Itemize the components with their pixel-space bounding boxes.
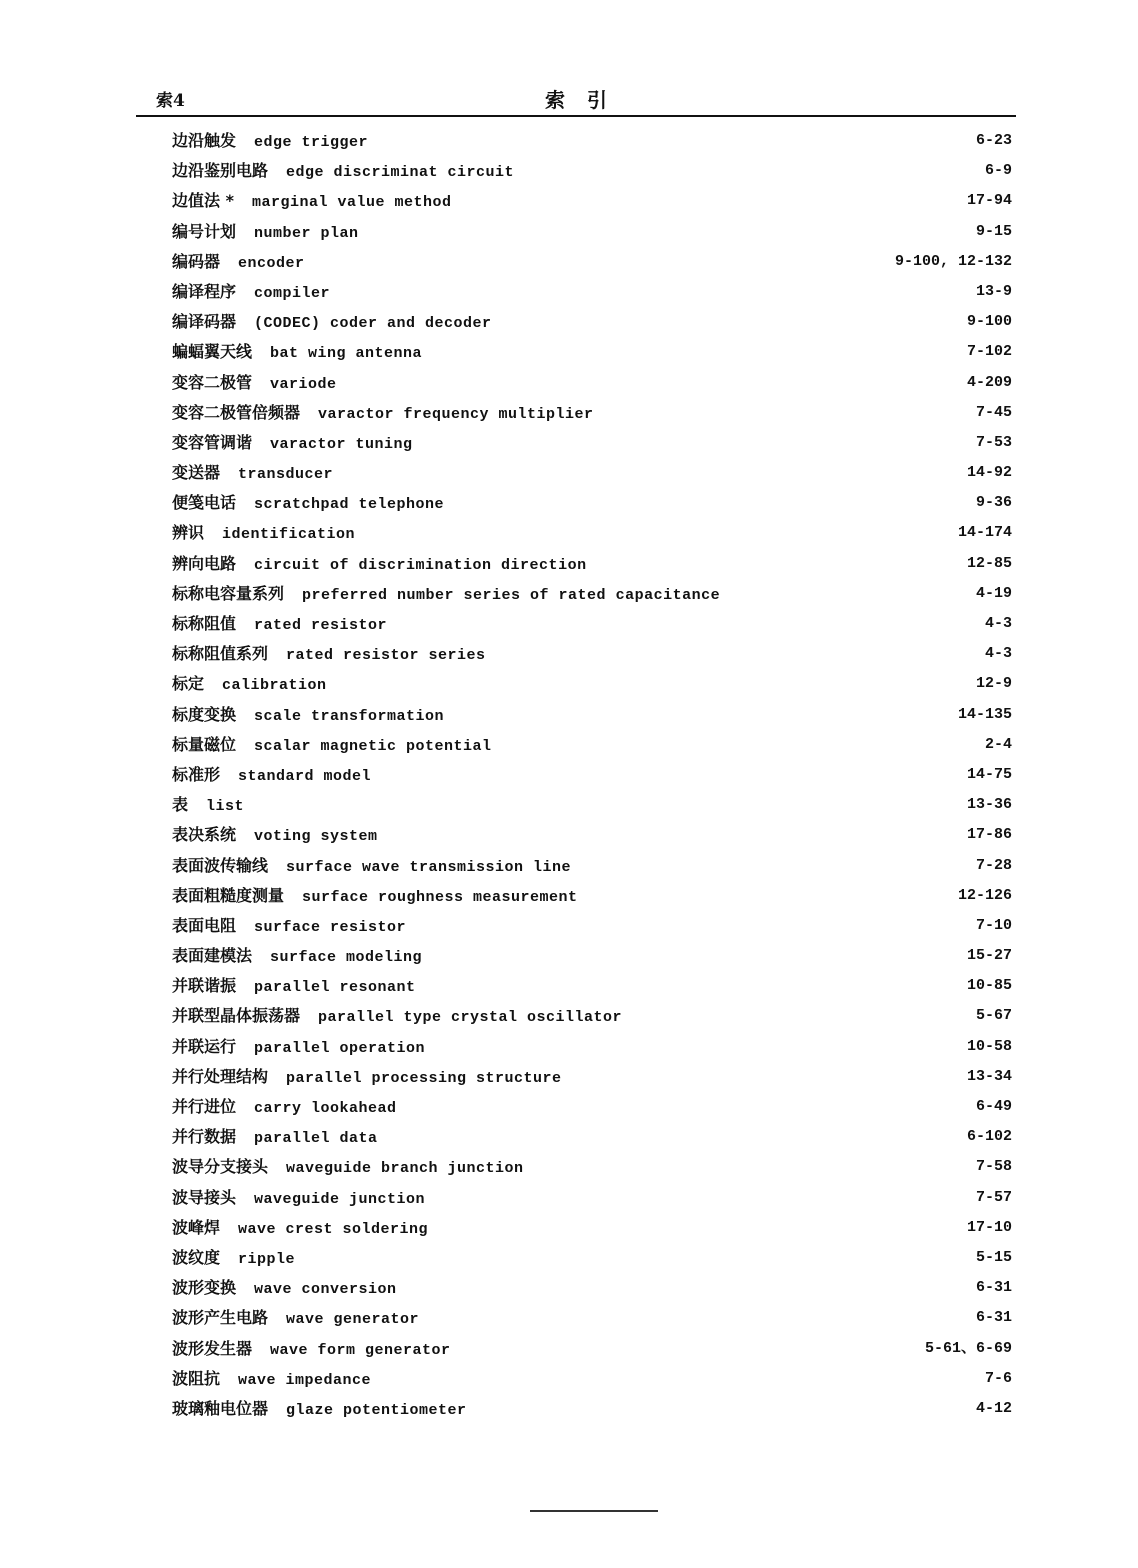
entry-page-reference: 14-174: [957, 524, 1012, 542]
entry-term-chinese: 表: [172, 795, 189, 815]
index-entry: [172, 851, 1012, 881]
entry-page-reference: 6-31: [975, 1279, 1012, 1297]
index-entry: [172, 1334, 1012, 1364]
index-entry: [172, 549, 1012, 579]
entry-term-chinese: 变容管调谐: [172, 432, 253, 452]
entry-term-english: list: [206, 798, 245, 816]
entry-term-english: parallel resonant: [254, 979, 416, 997]
entry-page-reference: 4-209: [966, 373, 1012, 391]
entry-term-chinese: 边值法 *: [172, 191, 234, 211]
entry-term-english: number plan: [254, 224, 359, 242]
entry-term-chinese: 标量磁位: [172, 734, 237, 754]
entry-term-english: glaze potentiometer: [286, 1401, 467, 1419]
entry-page-reference: 7-57: [975, 1188, 1012, 1206]
entry-page-reference: 6-9: [984, 162, 1012, 180]
entry-page-reference: 9-100, 12-132: [894, 252, 1012, 270]
index-entry: [172, 1394, 1012, 1424]
index-entry: [172, 337, 1012, 367]
entry-term-english: parallel operation: [254, 1039, 426, 1057]
entry-term-english: variode: [270, 375, 337, 393]
index-entry: [172, 217, 1012, 247]
entry-term-chinese: 并联谐振: [172, 976, 237, 996]
entry-term-english: preferred number series of rated capacitance: [302, 586, 721, 604]
entry-term-english: wave impedance: [238, 1371, 372, 1389]
entry-term-english: circuit of discrimination direction: [254, 556, 587, 574]
entry-page-reference: 5-67: [975, 1007, 1012, 1025]
entry-page-reference: 13-34: [966, 1067, 1012, 1085]
index-entry: [172, 669, 1012, 699]
entry-term-english: waveguide branch junction: [286, 1160, 524, 1178]
entry-term-chinese: 波纹度: [172, 1247, 221, 1267]
index-entry: [172, 368, 1012, 398]
entry-page-reference: 9-100: [966, 313, 1012, 331]
entry-term-chinese: 波形变换: [172, 1278, 237, 1298]
index-entry: [172, 1243, 1012, 1273]
entry-term-chinese: 标度变换: [172, 704, 237, 724]
entry-page-reference: 13-9: [975, 282, 1012, 300]
entry-term-chinese: 表面粗糙度测量: [172, 885, 285, 905]
entry-term-chinese: 便笺电话: [172, 493, 237, 513]
entry-page-reference: 14-135: [957, 705, 1012, 723]
page-title: 索引: [545, 88, 629, 112]
entry-page-reference: 7-6: [984, 1369, 1012, 1387]
entry-page-reference: 6-102: [966, 1128, 1012, 1146]
index-entry: [172, 428, 1012, 458]
entry-term-english: scale transformation: [254, 707, 445, 725]
entry-term-chinese: 波导分支接头: [172, 1157, 269, 1177]
entry-term-english: parallel data: [254, 1130, 378, 1148]
entry-term-english: edge discriminat circuit: [286, 164, 515, 182]
entry-page-reference: 14-92: [966, 464, 1012, 482]
index-entry: [172, 971, 1012, 1001]
entry-term-chinese: 标定: [172, 674, 205, 694]
index-entry: [172, 126, 1012, 156]
entry-term-english: surface roughness measurement: [302, 888, 578, 906]
entry-term-chinese: 标称阻值系列: [172, 644, 269, 664]
entry-term-english: scalar magnetic potential: [254, 737, 492, 755]
entry-page-reference: 17-10: [966, 1218, 1012, 1236]
entry-term-english: bat wing antenna: [270, 345, 423, 363]
entry-term-english: identification: [222, 526, 356, 544]
index-entry: [172, 518, 1012, 548]
index-entry: [172, 700, 1012, 730]
entry-term-chinese: 蝙蝠翼天线: [172, 342, 253, 362]
entry-page-reference: 15-27: [966, 947, 1012, 965]
entry-term-english: parallel processing structure: [286, 1069, 562, 1087]
entry-page-reference: 17-94: [966, 192, 1012, 210]
entry-term-chinese: 并行进位: [172, 1097, 237, 1116]
entry-term-chinese: 辨识: [172, 523, 205, 543]
entry-term-chinese: 标称电容量系列: [172, 583, 285, 603]
index-entry: [172, 881, 1012, 911]
entry-term-chinese: 并联运行: [172, 1036, 237, 1056]
entry-page-reference: 4-3: [984, 615, 1012, 632]
entry-term-english: voting system: [254, 828, 378, 846]
index-entry: [172, 1152, 1012, 1182]
entry-term-chinese: 波阻抗: [172, 1368, 221, 1388]
index-entry: [172, 941, 1012, 971]
entry-term-english: scratchpad telephone: [254, 496, 445, 514]
entry-page-reference: 12-9: [975, 675, 1012, 693]
entry-term-chinese: 表面波传输线: [172, 855, 269, 875]
entry-page-reference: 4-3: [984, 645, 1012, 663]
entry-page-reference: 4-19: [975, 584, 1012, 602]
entry-term-chinese: 边沿鉴别电路: [172, 161, 269, 181]
index-entry: [172, 790, 1012, 820]
index-entry: [172, 186, 1012, 216]
page-header: [136, 84, 1016, 112]
entry-page-reference: 9-36: [975, 494, 1012, 512]
entry-term-english: (CODEC) coder and decoder: [254, 315, 492, 333]
entry-page-reference: 6-49: [975, 1098, 1012, 1115]
entry-page-reference: 4-12: [975, 1399, 1012, 1417]
entry-term-chinese: 变容二极管: [172, 372, 253, 392]
entry-term-english: calibration: [222, 677, 327, 695]
entry-page-reference: 2-4: [984, 735, 1012, 753]
entry-term-english: surface wave transmission line: [286, 858, 572, 876]
index-entry: [172, 911, 1012, 941]
index-entry: [172, 488, 1012, 518]
entry-term-chinese: 编译程序: [172, 281, 237, 301]
entry-page-reference: 17-86: [966, 826, 1012, 844]
entry-term-chinese: 波形产生电路: [172, 1308, 269, 1328]
entry-term-english: standard model: [238, 767, 372, 785]
entry-page-reference: 7-10: [975, 916, 1012, 934]
entry-page-reference: 5-15: [975, 1248, 1012, 1266]
page-number: 索4: [156, 91, 185, 111]
entry-term-english: parallel type crystal oscillator: [318, 1009, 623, 1027]
index-entry: [172, 579, 1012, 609]
entry-term-english: compiler: [254, 284, 331, 302]
index-entry: [172, 820, 1012, 850]
entry-term-english: rated resistor: [254, 617, 388, 634]
entry-term-english: rated resistor series: [286, 647, 486, 665]
entry-term-english: varactor tuning: [270, 435, 413, 453]
entry-page-reference: 6-23: [975, 132, 1012, 149]
entry-term-chinese: 表面建模法: [172, 946, 253, 966]
index-entry: [172, 1062, 1012, 1092]
entry-term-english: transducer: [238, 466, 334, 484]
index-entry: [172, 307, 1012, 337]
entry-term-english: wave form generator: [270, 1341, 451, 1359]
index-entry: [172, 1122, 1012, 1152]
entry-term-english: marginal value method: [251, 194, 452, 212]
entry-term-chinese: 并行数据: [172, 1127, 237, 1147]
entry-term-english: ripple: [238, 1250, 296, 1268]
entry-page-reference: 7-102: [966, 343, 1012, 361]
entry-term-chinese: 变容二极管倍频器: [172, 402, 301, 422]
entry-term-chinese: 标准形: [172, 764, 221, 784]
index-entry: [172, 1303, 1012, 1333]
header-rule: [136, 115, 1016, 117]
entry-term-chinese: 波峰焊: [172, 1217, 221, 1237]
index-entry-list: [172, 126, 1012, 1424]
index-entry: [172, 1213, 1012, 1243]
entry-term-chinese: 玻璃釉电位器: [172, 1398, 269, 1418]
entry-term-english: surface modeling: [270, 949, 423, 967]
index-entry: [172, 1001, 1012, 1031]
index-entry: [172, 1092, 1012, 1122]
entry-term-chinese: 辨向电路: [172, 553, 237, 573]
entry-term-chinese: 波导接头: [172, 1187, 237, 1207]
entry-term-chinese: 标称阻值: [172, 614, 237, 633]
entry-term-chinese: 表决系统: [172, 825, 237, 845]
entry-term-english: varactor frequency multiplier: [318, 405, 594, 423]
entry-page-reference: 7-53: [975, 433, 1012, 451]
footer-mark: [530, 1510, 658, 1512]
entry-term-chinese: 编译码器: [172, 312, 237, 332]
entry-term-chinese: 边沿触发: [172, 131, 237, 150]
entry-term-chinese: 并行处理结构: [172, 1066, 269, 1086]
index-entry: [172, 277, 1012, 307]
index-entry: [172, 398, 1012, 428]
entry-page-reference: 7-58: [975, 1158, 1012, 1176]
entry-page-reference: 10-85: [966, 977, 1012, 995]
entry-page-reference: 9-15: [975, 222, 1012, 240]
entry-page-reference: 7-45: [975, 403, 1012, 421]
entry-term-chinese: 波形发生器: [172, 1338, 253, 1358]
entry-term-english: waveguide junction: [254, 1190, 426, 1208]
entry-term-chinese: 表面电阻: [172, 915, 237, 935]
index-entry: [172, 1183, 1012, 1213]
entry-page-reference: 14-75: [966, 765, 1012, 783]
entry-term-english: edge trigger: [254, 134, 369, 151]
index-entry: [172, 1032, 1012, 1062]
index-entry: [172, 1273, 1012, 1303]
entry-term-english: wave crest soldering: [238, 1220, 429, 1238]
entry-page-reference: 12-85: [966, 554, 1012, 572]
index-entry: [172, 760, 1012, 790]
entry-term-chinese: 编号计划: [172, 221, 237, 241]
entry-term-chinese: 并联型晶体振荡器: [172, 1006, 301, 1026]
entry-page-reference: 6-31: [975, 1309, 1012, 1327]
entry-term-english: encoder: [238, 254, 305, 272]
entry-term-chinese: 变送器: [172, 463, 221, 483]
entry-page-reference: 12-126: [957, 886, 1012, 904]
index-entry: [172, 730, 1012, 760]
entry-term-english: wave conversion: [254, 1281, 397, 1299]
entry-page-reference: 10-58: [966, 1037, 1012, 1055]
entry-page-reference: 7-28: [975, 856, 1012, 874]
index-entry: [172, 458, 1012, 488]
index-entry: [172, 1364, 1012, 1394]
entry-term-english: wave generator: [286, 1311, 420, 1329]
index-entry: [172, 156, 1012, 186]
entry-term-english: surface resistor: [254, 918, 407, 936]
index-entry: [172, 609, 1012, 639]
entry-term-chinese: 编码器: [172, 251, 221, 271]
entry-page-reference: 13-36: [966, 796, 1012, 814]
index-entry: [172, 639, 1012, 669]
entry-term-english: carry lookahead: [254, 1100, 397, 1117]
index-entry: [172, 247, 1012, 277]
entry-page-reference: 5-61、6-69: [924, 1339, 1012, 1357]
